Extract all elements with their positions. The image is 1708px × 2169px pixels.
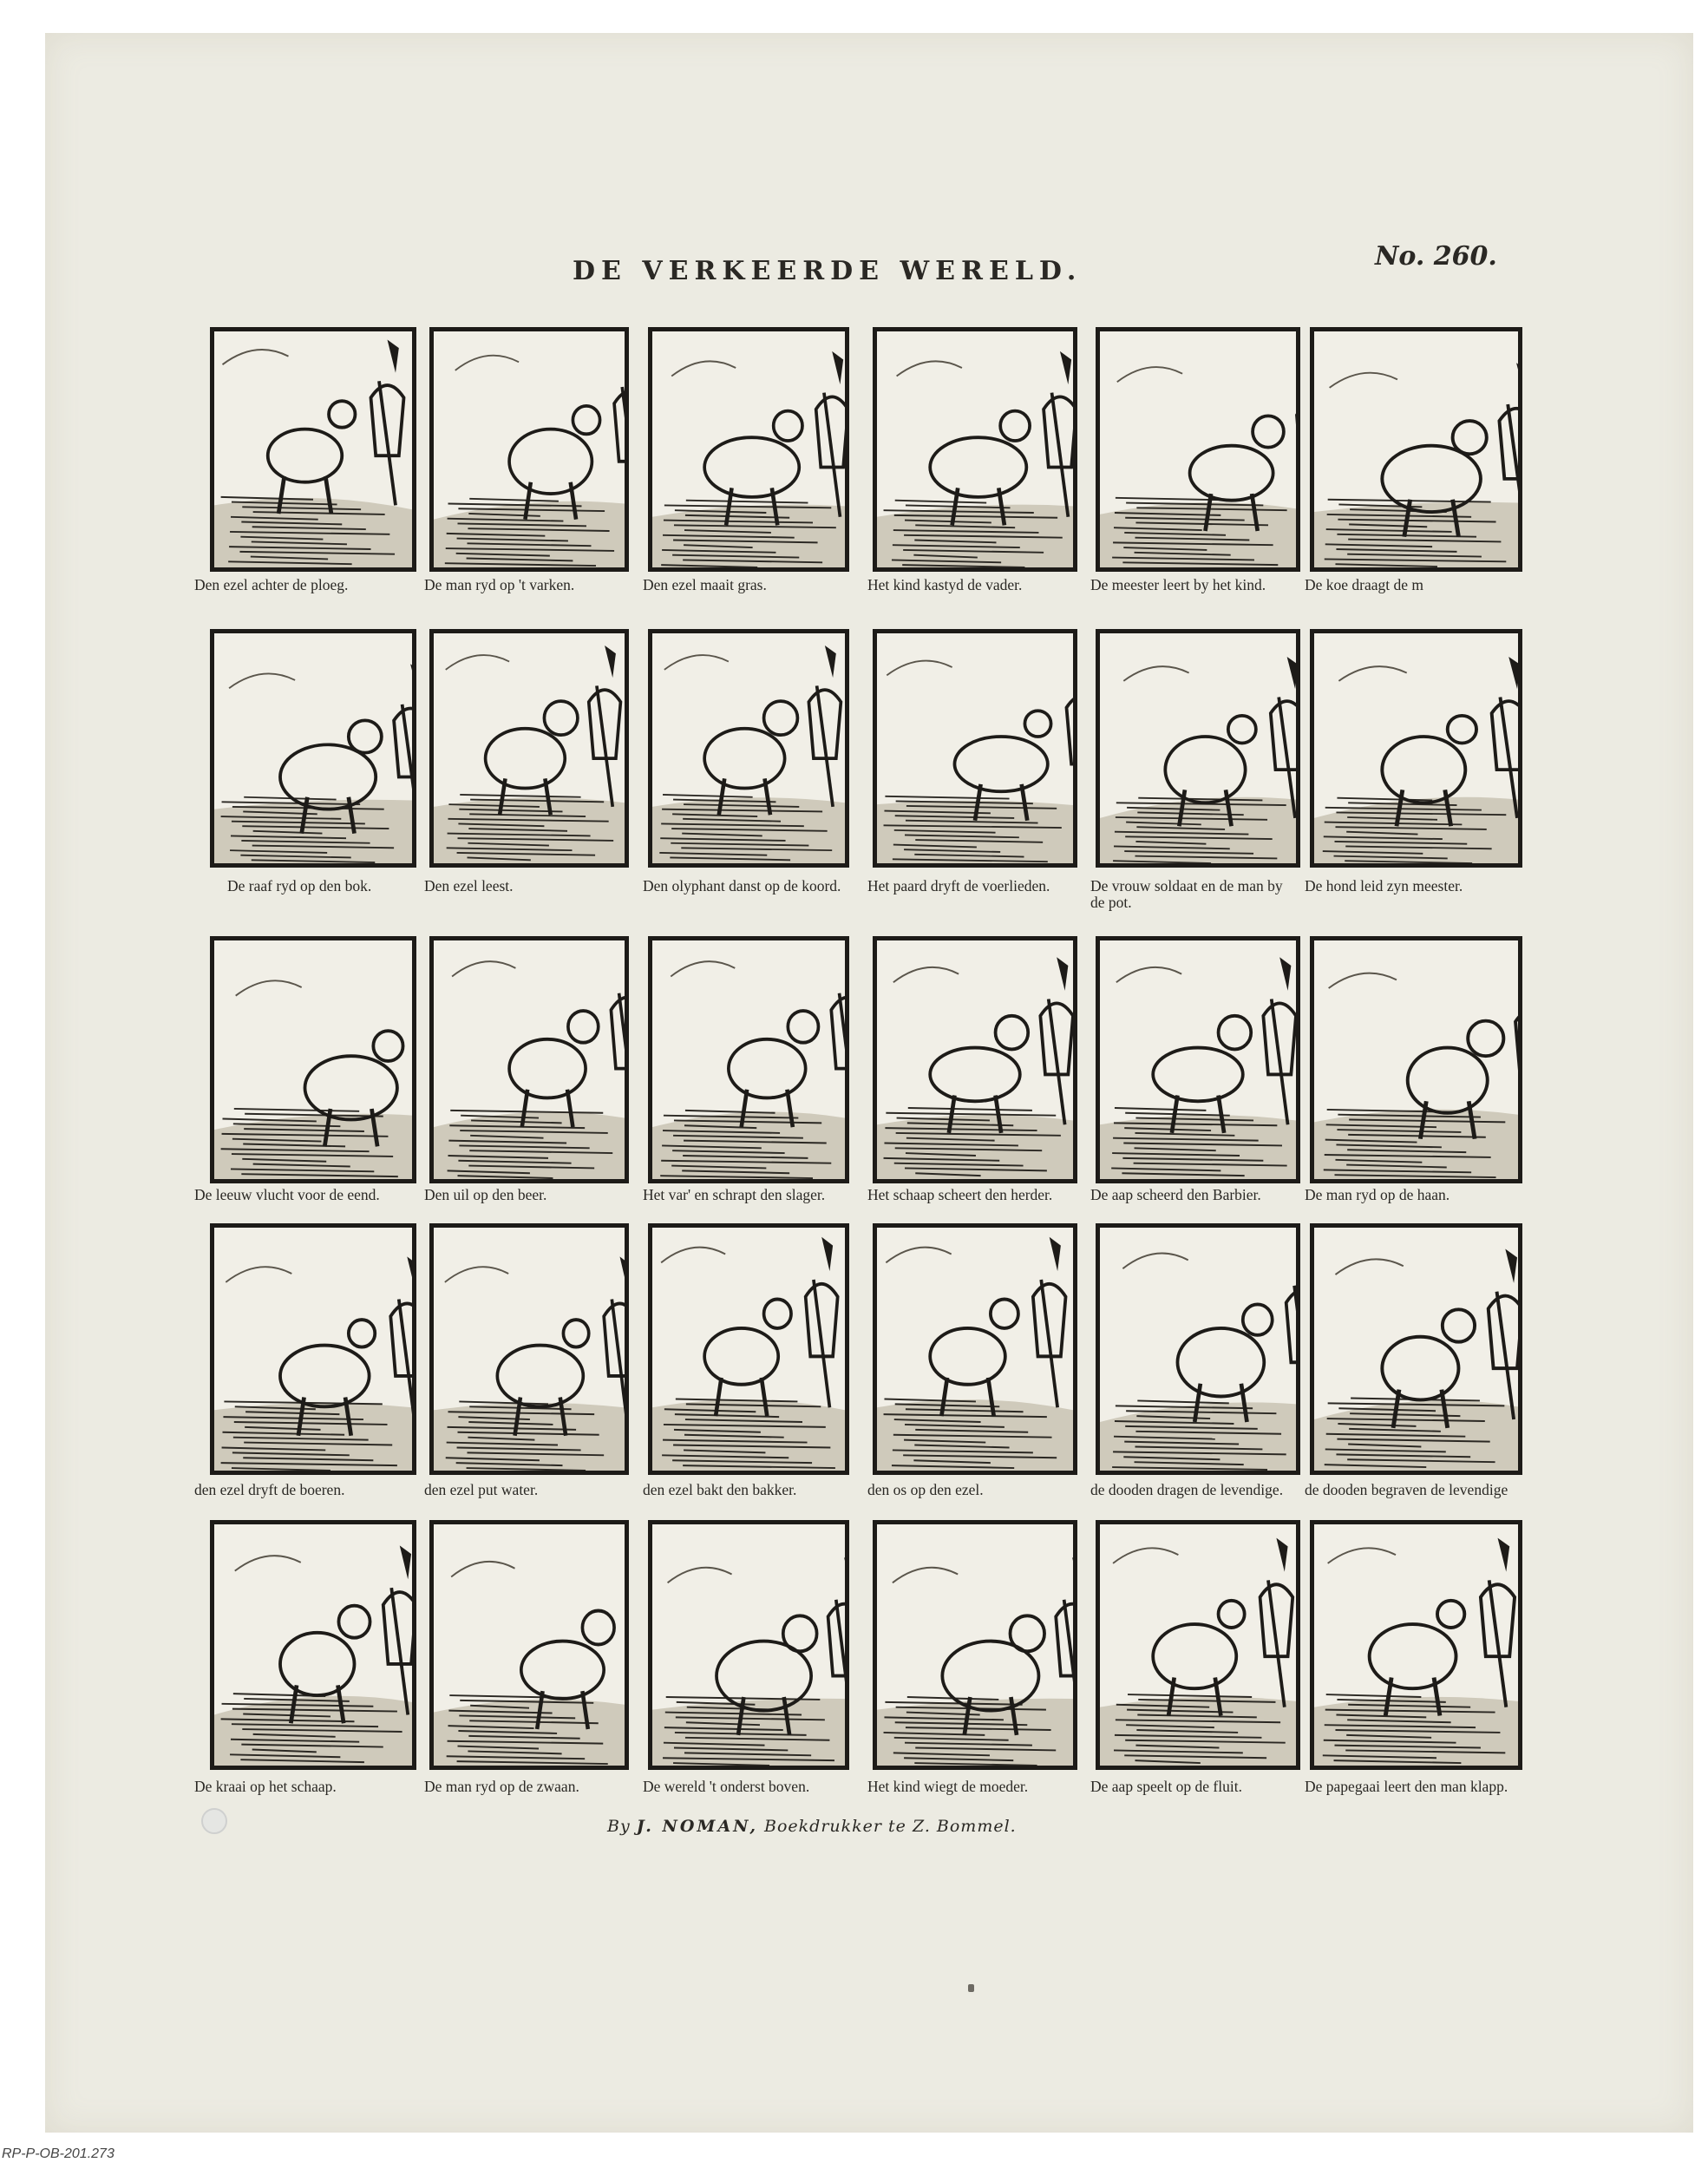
panel-caption: De man ryd op de zwaan. xyxy=(424,1778,579,1795)
woodcut-panel xyxy=(873,1520,1077,1770)
panel-caption: De vrouw soldaat en de man by de pot. xyxy=(1090,877,1283,911)
panel-caption: Den ezel maait gras. xyxy=(643,576,767,593)
panel-caption: den os op den ezel. xyxy=(867,1481,984,1498)
woodcut-panel xyxy=(429,936,629,1183)
panel-caption: Het kind kastyd de vader. xyxy=(867,576,1023,593)
panel-caption: De papegaai leert den man klapp. xyxy=(1305,1778,1508,1795)
panel-caption: De raaf ryd op den bok. xyxy=(227,877,372,894)
panel-caption: den ezel bakt den bakker. xyxy=(643,1481,797,1498)
woodcut-panel xyxy=(210,1223,416,1475)
woodcut-panel xyxy=(873,327,1077,572)
imprint-printer: J. NOMAN, xyxy=(636,1817,758,1836)
woodcut-panel xyxy=(1310,327,1522,572)
woodcut-panel xyxy=(873,936,1077,1183)
panel-caption: de dooden dragen de levendige. xyxy=(1090,1481,1284,1498)
woodcut-panel xyxy=(648,936,849,1183)
ink-mark xyxy=(968,1984,974,1992)
panel-caption: De hond leid zyn meester. xyxy=(1305,877,1463,894)
panel-caption: Den ezel achter de ploeg. xyxy=(194,576,349,593)
woodcut-panel xyxy=(648,629,849,868)
woodcut-panel xyxy=(873,1223,1077,1475)
collection-stamp xyxy=(201,1808,227,1834)
panel-caption: De aap scheerd den Barbier. xyxy=(1090,1186,1261,1203)
woodcut-panel xyxy=(1096,936,1300,1183)
panel-caption: de dooden begraven de levendige xyxy=(1305,1481,1508,1498)
panel-caption: De man ryd op 't varken. xyxy=(424,576,575,593)
panel-caption: De leeuw vlucht voor de eend. xyxy=(194,1186,380,1203)
woodcut-panel xyxy=(210,629,416,868)
inventory-number: RP-P-OB-201.273 xyxy=(2,2146,115,2161)
woodcut-panel xyxy=(1096,1520,1300,1770)
panel-caption: De man ryd op de haan. xyxy=(1305,1186,1450,1203)
woodcut-panel xyxy=(1096,629,1300,868)
woodcut-panel xyxy=(648,1223,849,1475)
woodcut-panel xyxy=(1310,1223,1522,1475)
woodcut-panel xyxy=(1310,629,1522,868)
panel-caption: Het kind wiegt de moeder. xyxy=(867,1778,1029,1795)
panel-caption: De kraai op het schaap. xyxy=(194,1778,337,1795)
imprint-by: By xyxy=(607,1817,631,1836)
page-title: DE VERKEERDE WERELD. xyxy=(573,256,1083,286)
woodcut-panel xyxy=(210,327,416,572)
panel-caption: De wereld 't onderst boven. xyxy=(643,1778,810,1795)
panel-caption: De koe draagt de m xyxy=(1305,576,1424,593)
print-number: No. 260. xyxy=(1375,241,1497,272)
woodcut-panel xyxy=(210,936,416,1183)
panel-caption: Den uil op den beer. xyxy=(424,1186,547,1203)
woodcut-panel xyxy=(648,1520,849,1770)
panel-caption: Den olyphant danst op de koord. xyxy=(643,877,841,894)
panel-caption: Het paard dryft de voerlieden. xyxy=(867,877,1050,894)
woodcut-panel xyxy=(429,1520,629,1770)
woodcut-panel xyxy=(648,327,849,572)
panel-caption: Het var' en schrapt den slager. xyxy=(643,1186,826,1203)
panel-caption: De meester leert by het kind. xyxy=(1090,576,1266,593)
panel-caption: den ezel put water. xyxy=(424,1481,539,1498)
woodcut-panel xyxy=(1310,1520,1522,1770)
panel-caption: den ezel dryft de boeren. xyxy=(194,1481,345,1498)
printer-imprint xyxy=(607,1817,1017,1836)
panel-caption: De aap speelt op de fluit. xyxy=(1090,1778,1242,1795)
woodcut-panel xyxy=(429,327,629,572)
woodcut-panel xyxy=(429,1223,629,1475)
woodcut-panel xyxy=(873,629,1077,868)
woodcut-panel xyxy=(1096,1223,1300,1475)
panel-caption: Het schaap scheert den herder. xyxy=(867,1186,1053,1203)
imprint-trade: Boekdrukker te Z. Bommel. xyxy=(764,1817,1017,1836)
woodcut-panel xyxy=(1096,327,1300,572)
woodcut-panel xyxy=(210,1520,416,1770)
woodcut-panel xyxy=(429,629,629,868)
panel-caption: Den ezel leest. xyxy=(424,877,514,894)
woodcut-panel xyxy=(1310,936,1522,1183)
